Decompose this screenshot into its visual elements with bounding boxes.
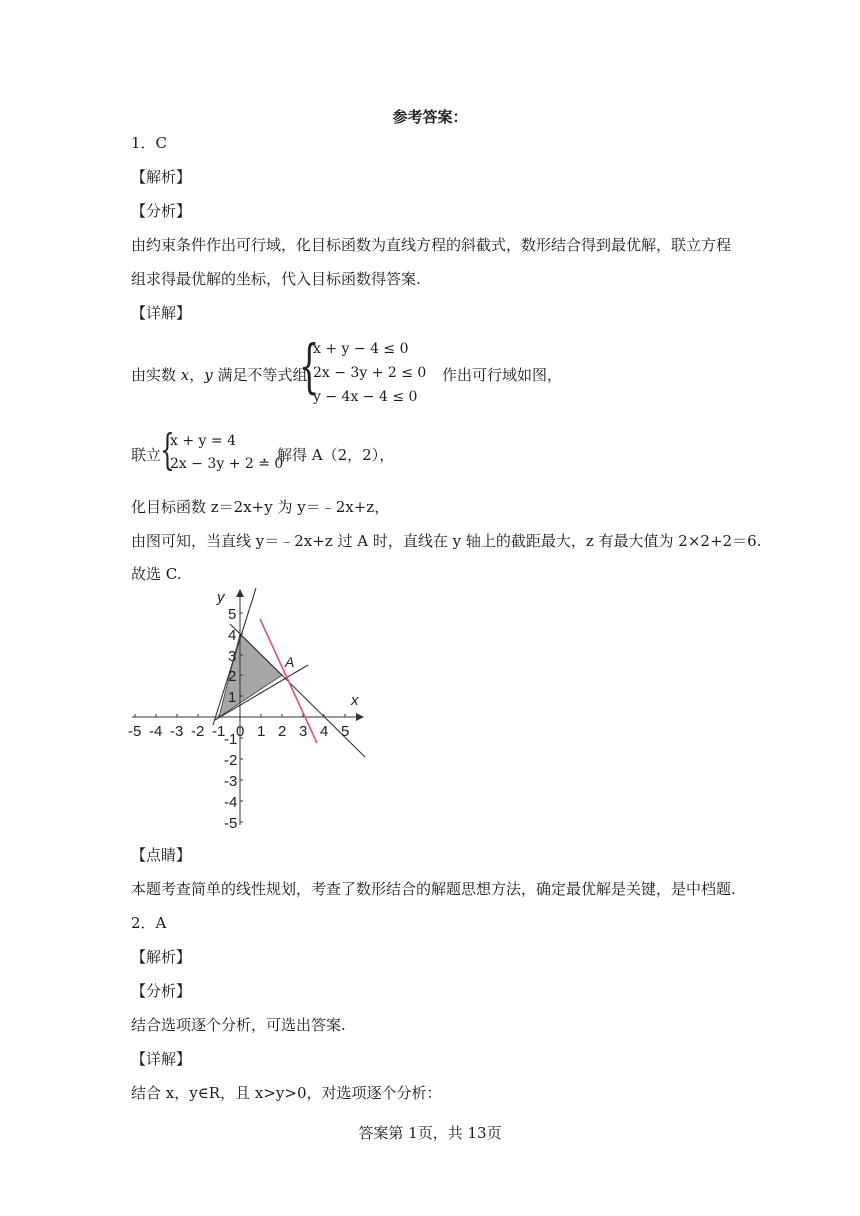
- inequality-2: 2x − 3y + 2 ≤ 0: [313, 365, 427, 381]
- q1-fenxi-heading: 【分析】: [131, 202, 192, 220]
- x-tick-label: 1: [257, 723, 266, 740]
- y-tick-label: -1: [224, 731, 238, 748]
- from-graph-text: 由图可知，当直线 y＝﹣2x+z 过 A 时，直线在 y 轴上的截距最大，z 有最大值为 2×2+2＝6.: [131, 532, 762, 550]
- q2-answer: 2．A: [131, 914, 167, 932]
- y-tick-label: 1: [228, 689, 237, 706]
- q2-detail: 结合 x，y∈R，且 x>y>0，对选项逐个分析：: [131, 1084, 442, 1102]
- system-brace: {: [299, 332, 320, 400]
- x-tick-label: -5: [128, 723, 142, 740]
- detail-post: 作出可行域如图，: [442, 366, 563, 384]
- q1-dianjing-heading: 【点睛】: [131, 846, 192, 864]
- q1-analysis-line1: 由约束条件作出可行域，化目标函数为直线方程的斜截式，数形结合得到最优解，联立方程: [131, 236, 732, 254]
- x-tick-label: 0: [236, 723, 245, 740]
- q1-remark: 本题考查简单的线性规划，考查了数形结合的解题思想方法，确定最优解是关键，是中档题.: [131, 880, 736, 898]
- inequality-3: y − 4x − 4 ≤ 0: [313, 389, 418, 405]
- detail-pre: 由实数: [131, 366, 177, 384]
- q2-jiexi-heading: 【解析】: [131, 948, 192, 966]
- solve-text: ，解得 A（2，2），: [262, 446, 395, 464]
- objective-text: 化目标函数 z＝2x+y 为 y＝﹣2x+z，: [131, 498, 390, 516]
- q2-xiangjie-heading: 【详解】: [131, 1050, 192, 1068]
- detail-mid: 满足不等式组: [217, 366, 308, 384]
- equation-2: 2x − 3y + 2 = 0: [170, 456, 284, 472]
- y-tick-label: 4: [228, 627, 237, 644]
- q2-fenxi-heading: 【分析】: [131, 982, 192, 1000]
- y-tick-label: -2: [224, 752, 238, 769]
- y-axis-arrow: [236, 589, 244, 597]
- choose-text: 故选 C.: [131, 565, 182, 583]
- x-tick-label: -3: [170, 723, 184, 740]
- q1-jiexi-heading: 【解析】: [131, 168, 192, 186]
- point-a-label: A: [285, 654, 295, 670]
- y-tick-label: 3: [228, 648, 237, 665]
- y-tick-label: -5: [224, 815, 238, 832]
- y-tick-label: 2: [228, 668, 237, 685]
- x-tick-label: -1: [212, 723, 226, 740]
- lianli-label: 联立: [131, 446, 162, 464]
- x-tick-label: 3: [299, 723, 308, 740]
- q2-analysis: 结合选项逐个分析，可选出答案.: [131, 1016, 346, 1034]
- x-tick-label: 5: [341, 723, 350, 740]
- q1-xiangjie-heading: 【详解】: [131, 304, 192, 322]
- inequality-1: x + y − 4 ≤ 0: [313, 341, 409, 357]
- q1-analysis-line2: 组求得最优解的坐标，代入目标函数得答案.: [131, 270, 421, 288]
- page-title: 参考答案：: [392, 108, 468, 126]
- y-tick-label: -3: [224, 773, 238, 790]
- x-axis-label: x: [351, 692, 359, 709]
- feasible-region-figure: [120, 585, 380, 835]
- y-tick-label: 5: [228, 606, 237, 623]
- x-tick-label: 4: [320, 723, 329, 740]
- x-tick-label: -4: [149, 723, 163, 740]
- x-axis-arrow: [356, 713, 364, 721]
- y-tick-label: -4: [224, 794, 238, 811]
- y-axis-label: y: [217, 589, 225, 606]
- equation-brace: {: [160, 425, 175, 474]
- q1-answer: 1．C: [131, 134, 168, 152]
- equation-1: x + y = 4: [170, 433, 236, 449]
- x-tick-label: 2: [278, 723, 287, 740]
- q1-detail-line: 由实数 x，y 满足不等式组: [131, 366, 308, 384]
- page-footer: 答案第 1页，共 13页: [358, 1124, 502, 1142]
- x-tick-label: -2: [191, 723, 205, 740]
